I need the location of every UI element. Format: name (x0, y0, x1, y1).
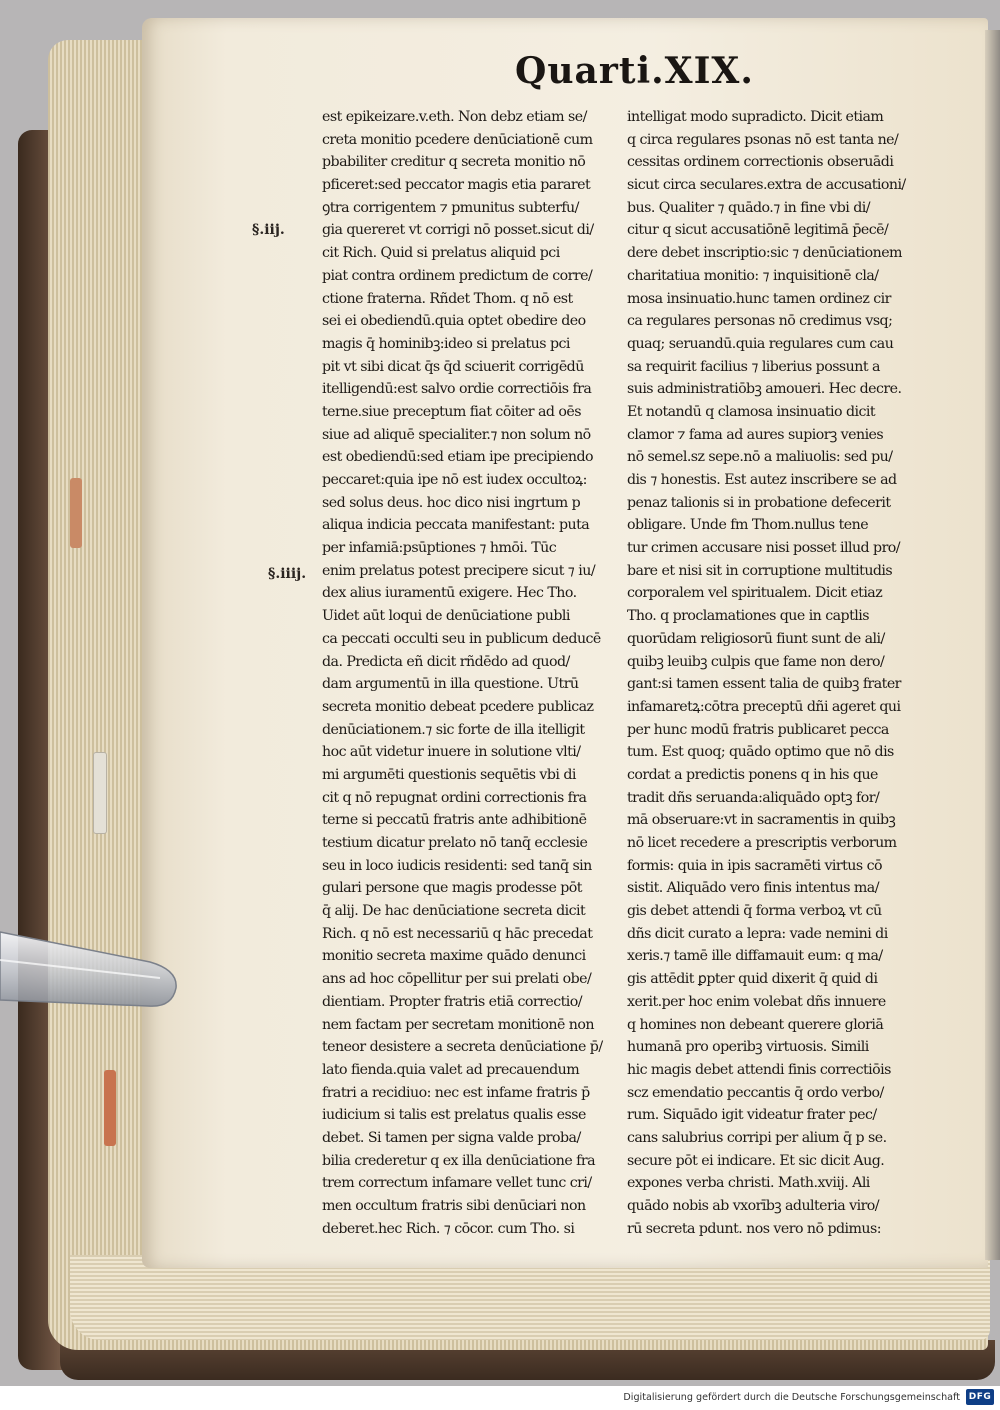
text-line: cessitas ordinem correctionis obseruādi (627, 154, 894, 171)
text-line: infamaretꝝ:cōtra preceptū dñi ageret qui (627, 698, 901, 715)
text-line: nō semel.sz sepe.nō a maliuolis: sed pu/ (627, 449, 893, 466)
text-line: citur q sicut accusatiōnē legitimā p̄ecē/ (627, 222, 889, 239)
text-line: pit vt sibi dicat q̄s q̄d sciuerit corrigēdū (322, 358, 584, 375)
footer-credit: Digitalisierung gefördert durch die Deutsche Forschungsgemeinschaft (623, 1392, 960, 1403)
text-line: itelligendū:est salvo ordie correctiōis fra (322, 381, 592, 398)
text-line: Tho. q proclamationes que in captlis (627, 608, 869, 625)
text-line: secure pōt ei indicare. Et sic dicit Aug. (627, 1152, 885, 1169)
text-line: quaq; seruandū.quia regulares cum cau (627, 335, 894, 352)
text-line: mā obseruare:vt in sacramentis in quibꝫ (627, 812, 896, 829)
text-line: gia quereret vt corrigi nō posset.sicut di/ (322, 222, 594, 239)
text-line: corporalem vel spiritualem. Dicit etiaz (627, 585, 883, 602)
text-line: sei ei obediendū.quia optet obedire deo (322, 313, 586, 330)
text-line: piat contra ordinem predictum de corre/ (322, 267, 593, 284)
text-line: iudicium si talis est prelatus qualis esse (322, 1107, 586, 1124)
text-line: pficeret:sed peccator magis etia pararet (322, 177, 591, 194)
text-line: trem correctum infamare vellet tunc cri/ (322, 1175, 592, 1192)
margin-marker: §.iiij. (268, 566, 307, 582)
text-line: siue ad aliquē specialiter.⁊ non solum nō (322, 426, 591, 443)
text-line: bus. Qualiter ⁊ quādo.⁊ in fine vbi di/ (627, 199, 871, 216)
text-line: dñs dicit curato a lepra: vade nemini di (627, 925, 888, 942)
text-line: debet. Si tamen per signa valde proba/ (322, 1129, 581, 1146)
text-line: quibꝫ leuibꝫ culpis que fame non dero/ (627, 653, 885, 670)
text-line: fratri a recidiuo: nec est infame fratris p̄ (322, 1084, 590, 1101)
text-line: mosa insinuatio.hunc tamen ordinez cir (627, 290, 891, 307)
text-line: monitio secreta maxime quādo denunci (322, 948, 586, 965)
text-line: scz emendatio peccantis q̄ ordo verbo/ (627, 1084, 884, 1101)
text-line: xeris.⁊ tamē ille diffamauit eum: q ma/ (627, 948, 883, 965)
text-line: sistit. Aliquādo vero finis intentus ma/ (627, 880, 879, 897)
text-line: q circa regulares psonas nō est tanta ne/ (627, 131, 899, 148)
text-line: sicut circa seculares.extra de accusationi/ (627, 177, 906, 194)
text-line: enim prelatus potest precipere sicut ⁊ iu/ (322, 562, 596, 579)
text-line: terne si peccatū fratris ante adhibitionē (322, 812, 587, 829)
text-line: nem factam per secretam monitionē non (322, 1016, 594, 1033)
text-line: rum. Siquādo igit videatur frater pec/ (627, 1107, 877, 1124)
text-line: q̄ alij. De hac denūciatione secreta dicit (322, 903, 586, 920)
text-line: quādo nobis ab vxorībꝫ adulteria viro/ (627, 1198, 880, 1214)
text-line: gis attēdit ꝑpter quid dixerit q̄ quid di (627, 971, 878, 988)
bookmark-tab (70, 478, 82, 548)
text-line: rū secreta pdunt. nos vero nō pdimus: (627, 1220, 881, 1237)
text-line: per infamiā:psūptiones ⁊ hmōi. Tūc (322, 540, 557, 557)
text-line: quorūdam religiosorū fiunt sunt de ali/ (627, 630, 885, 647)
text-line: suis administratiōbꝫ amoueri. Hec decre. (627, 381, 902, 398)
text-line: secreta monitio debeat pcedere publicaz (322, 698, 594, 715)
text-line: expones verba christi. Math.xviij. Ali (627, 1175, 870, 1192)
text-line: Rich. q nō est necessariū q hāc precedat (322, 925, 593, 942)
text-line: aliqua indicia peccata manifestant: puta (322, 517, 590, 534)
text-line: tradit dñs seruanda:aliquādo optꝫ for/ (627, 789, 880, 806)
text-line: intelligat modo supradicto. Dicit etiam (627, 109, 884, 125)
text-line: dere debet inscriptio:sic ⁊ denūciationem (627, 245, 902, 262)
text-line: Et notandū q clamosa insinuatio dicit (627, 403, 876, 420)
margin-marker: §.iij. (252, 222, 285, 238)
text-line: seu in loco iudicis residenti: sed tanq̄ sin (322, 857, 592, 874)
bookmark-tab (93, 752, 107, 834)
text-line: teneor desistere a secreta denūciatione p̄/ (322, 1039, 603, 1056)
text-line: ca regulares personas nō credimus vsq; (627, 313, 893, 330)
text-line: creta monitio pcedere denūciationē cum (322, 131, 593, 148)
text-line: clamor ⁊ fama ad aures supiorꝫ venies (627, 426, 884, 443)
text-line: dis ⁊ honestis. Est autez inscribere se ad (627, 472, 897, 488)
text-line: charitatiua monitio: ⁊ inquisitionē cla/ (627, 267, 879, 284)
text-line: dex alius iuramentū exigere. Hec Tho. (322, 585, 577, 602)
text-line: gis debet attendi q̄ forma verboꝝ vt cū (627, 903, 882, 920)
text-line: sed solus deus. hoc dico nisi ingrtum p (322, 494, 581, 511)
text-line: bare et nisi sit in corruptione multitudis (627, 562, 893, 579)
text-line: da. Predicta eñ dicit rñdēdo ad quod/ (322, 653, 570, 670)
text-line: peccaret:quia ipe nō est iudex occultoꝝ: (322, 472, 587, 488)
text-line: cit q nō repugnat ordini correctionis fra (322, 789, 587, 806)
text-line: bilia crederetur q ex illa denūciatione fra (322, 1152, 596, 1169)
text-line: hic magis debet attendi finis correctiōis (627, 1061, 891, 1078)
facing-page-edge (985, 30, 1000, 1260)
text-line: terne.siue preceptum fiat cōiter ad oēs (322, 403, 581, 420)
text-line: obligare. Unde fm Thom.nullus tene (627, 517, 869, 534)
text-line: mi argumēti questionis sequētis vbi di (322, 766, 576, 783)
footer (0, 1386, 1000, 1410)
text-line: formis: quia in ipis sacramēti virtus cō (627, 857, 882, 874)
text-line: tur crimen accusare nisi posset illud pro/ (627, 540, 901, 557)
text-line: cordat a predictis ponens q in his que (627, 766, 878, 783)
text-line: sa requirit facilius ⁊ liberius possunt a (627, 358, 880, 375)
text-line: penaz talionis si in probatione defecerit (627, 494, 891, 511)
page-header: Quarti.XIX. (515, 50, 754, 92)
page-clip-icon (0, 930, 182, 1014)
text-line: tum. Est quoq; quādo optimo que nō dis (627, 744, 894, 761)
text-line: denūciationem.⁊ sic forte de illa itelligit (322, 721, 585, 738)
text-line: nō licet recedere a prescriptis verborum (627, 835, 897, 851)
dfg-logo: DFG (966, 1389, 994, 1405)
text-line: ctione fraterna. Rñdet Thom. q nō est (322, 290, 573, 307)
text-line: deberet.hec Rich. ⁊ cōcor. cum Tho. si (322, 1220, 575, 1237)
text-line: est epikeizare.v.eth. Non debz etiam se/ (322, 109, 587, 125)
text-line: cit Rich. Quid si prelatus aliquid pci (322, 245, 560, 262)
text-line: magis q̄ hominibꝫ:ideo si prelatus pci (322, 335, 570, 352)
text-line: q homines non debeant querere gloriā (627, 1016, 884, 1033)
text-line: est obediendū:sed etiam ipe precipiendo (322, 449, 593, 466)
text-line: xerit.per hoc enim volebat dñs innuere (627, 993, 886, 1010)
text-line: dam argumentū in illa questione. Utrū (322, 676, 579, 693)
text-line: dientiam. Propter fratris etiā correctio/ (322, 993, 582, 1010)
text-line: cans salubrius corripi per alium q̄ p se. (627, 1129, 887, 1146)
text-line: ꝯtra corrigentem ⁊ pmunitus subterfu/ (322, 199, 579, 216)
bookmark-tab (104, 1070, 116, 1146)
text-line: gulari persone que magis prodesse pōt (322, 880, 582, 897)
text-line: per hunc modū fratris publicaret pecca (627, 721, 889, 738)
text-column-right (627, 106, 925, 1240)
text-line: humanā pro operibꝫ virtuosis. Simili (627, 1039, 869, 1056)
text-line: hoc aūt videtur inuere in solutione vlti/ (322, 744, 581, 761)
text-line: Uidet aūt loqui de denūciatione publi (322, 608, 570, 625)
text-line: ca peccati occulti seu in publicum deducē (322, 630, 601, 647)
text-line: testium dicatur prelato nō tanq̄ ecclesie (322, 835, 588, 851)
text-line: men occultum fratris sibi denūciari non (322, 1198, 586, 1214)
text-line: pbabiliter creditur q secreta monitio nō (322, 154, 586, 171)
text-line: gant:si tamen essent talia de quibꝫ frater (627, 676, 901, 693)
text-line: lato fienda.quia valet ad precauendum (322, 1061, 580, 1078)
text-line: ans ad hoc cōpellitur per sui prelati obe/ (322, 971, 592, 988)
text-column-left (322, 106, 618, 1240)
